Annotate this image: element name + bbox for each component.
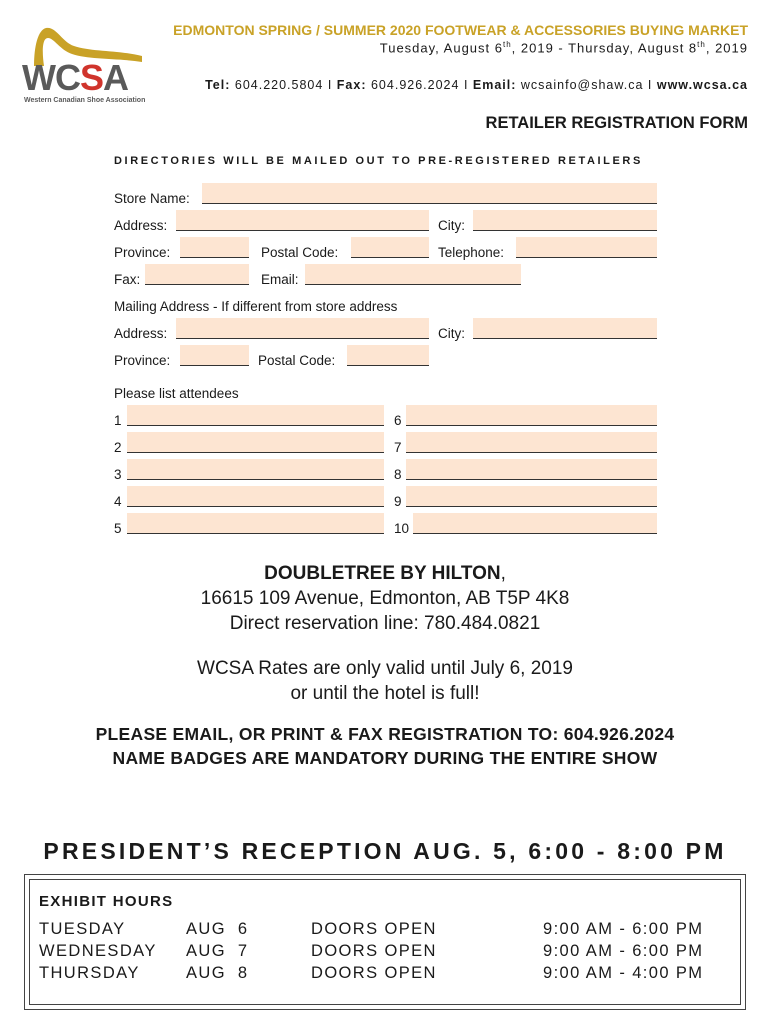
hours-day: THURSDAY xyxy=(39,964,140,982)
mailing-postal-code-field[interactable] xyxy=(347,345,429,366)
website-link[interactable]: www.wcsa.ca xyxy=(656,78,748,92)
logo-tagline: Western Canadian Shoe Association xyxy=(24,97,146,104)
attendee-number: 9 xyxy=(394,494,402,509)
mailing-postal-code-label: Postal Code: xyxy=(258,353,336,368)
email-field-label: Email: xyxy=(261,272,299,287)
mailing-province-label: Province: xyxy=(114,353,171,368)
form-title: RETAILER REGISTRATION FORM xyxy=(485,114,748,132)
attendee-number: 3 xyxy=(114,467,122,482)
city-label: City: xyxy=(438,218,465,233)
email-field[interactable] xyxy=(305,264,521,285)
logo-wordmark-s: S xyxy=(79,57,103,98)
mailing-address-field[interactable] xyxy=(176,318,429,339)
hours-date: AUG 7 xyxy=(186,942,249,960)
hours-time: 9:00 AM - 6:00 PM xyxy=(543,942,704,960)
city-field[interactable] xyxy=(473,210,657,231)
telephone-field[interactable] xyxy=(516,237,657,258)
rates-note: WCSA Rates are only valid until July 6, 2019 or until the hotel is full! xyxy=(197,658,573,704)
attendee-number: 10 xyxy=(394,521,410,536)
contact-line: Tel: 604.220.5804 I Fax: 604.926.2024 I Email: wcsainfo@shaw.ca I www.wcsa.ca xyxy=(205,78,748,92)
attendee-number: 7 xyxy=(394,440,402,455)
logo-wordmark-a: A xyxy=(103,57,128,98)
event-dates: Tuesday, August 6th, 2019 - Thursday, August 8th, 2019 xyxy=(379,40,748,56)
logo-wordmark-wc: WC xyxy=(22,57,80,98)
attendee-10-field[interactable] xyxy=(413,513,657,534)
attendee-number: 1 xyxy=(114,413,122,428)
fax-value: 604.926.2024 xyxy=(370,78,460,92)
attendee-2-field[interactable] xyxy=(127,432,384,453)
attendee-7-field[interactable] xyxy=(406,432,657,453)
mailing-city-label: City: xyxy=(438,326,465,341)
email-link[interactable]: wcsainfo@shaw.ca xyxy=(520,78,644,92)
attendee-1-field[interactable] xyxy=(127,405,384,426)
hours-time: 9:00 AM - 4:00 PM xyxy=(543,964,704,982)
attendee-6-field[interactable] xyxy=(406,405,657,426)
mailing-province-field[interactable] xyxy=(180,345,249,366)
attendee-number: 6 xyxy=(394,413,402,428)
telephone-label: Telephone: xyxy=(438,245,505,260)
attendee-number: 4 xyxy=(114,494,122,509)
tel-value: 604.220.5804 xyxy=(234,78,324,92)
fax-field[interactable] xyxy=(145,264,249,285)
hours-day: WEDNESDAY xyxy=(39,942,157,960)
fax-label: Fax: xyxy=(336,78,367,92)
fax-field-label: Fax: xyxy=(114,272,141,287)
mailing-address-label: Address: xyxy=(114,326,168,341)
hours-day: TUESDAY xyxy=(39,920,126,938)
store-name-field[interactable] xyxy=(202,183,657,204)
hours-date: AUG 8 xyxy=(186,964,249,982)
directories-notice: DIRECTORIES WILL BE MAILED OUT TO PRE-REGISTERED RETAILERS xyxy=(114,155,643,167)
hours-time: 9:00 AM - 6:00 PM xyxy=(543,920,704,938)
tel-label: Tel: xyxy=(205,78,231,92)
hotel-name: DOUBLETREE BY HILTON xyxy=(264,563,501,584)
hours-status: DOORS OPEN xyxy=(311,920,437,938)
attendees-heading: Please list attendees xyxy=(114,386,239,401)
attendee-4-field[interactable] xyxy=(127,486,384,507)
address-field[interactable] xyxy=(176,210,429,231)
attendee-8-field[interactable] xyxy=(406,459,657,480)
province-field[interactable] xyxy=(180,237,249,258)
postal-code-label: Postal Code: xyxy=(261,245,339,260)
postal-code-field[interactable] xyxy=(351,237,429,258)
event-title: EDMONTON SPRING / SUMMER 2020 FOOTWEAR & ACCESSORIES BUYING MARKET xyxy=(173,22,748,38)
attendee-3-field[interactable] xyxy=(127,459,384,480)
address-label: Address: xyxy=(114,218,168,233)
store-name-label: Store Name: xyxy=(114,191,190,206)
email-label: Email: xyxy=(472,78,517,92)
mailing-city-field[interactable] xyxy=(473,318,657,339)
province-label: Province: xyxy=(114,245,171,260)
hours-date: AUG 6 xyxy=(186,920,249,938)
hours-status: DOORS OPEN xyxy=(311,964,437,982)
hotel-address: 16615 109 Avenue, Edmonton, AB T5P 4K8 xyxy=(200,588,570,609)
venue-block: DOUBLETREE BY HILTON, 16615 109 Avenue, Edmonton, AB T5P 4K8 Direct reservation line: 780.484.0821 xyxy=(0,561,770,636)
attendee-number: 2 xyxy=(114,440,122,455)
presidents-reception: PRESIDENT’S RECEPTION AUG. 5, 6:00 - 8:00 PM xyxy=(43,838,727,864)
hours-status: DOORS OPEN xyxy=(311,942,437,960)
attendee-number: 5 xyxy=(114,521,122,536)
exhibit-hours-title: EXHIBIT HOURS xyxy=(39,893,174,910)
exhibit-hours-box xyxy=(24,874,746,1010)
registration-instructions: PLEASE EMAIL, OR PRINT & FAX REGISTRATION TO: 604.926.2024 NAME BADGES ARE MANDATORY DURING THE ENTIRE SHOW xyxy=(95,724,675,768)
attendee-number: 8 xyxy=(394,467,402,482)
mailing-heading: Mailing Address - If different from store address xyxy=(114,299,398,314)
attendee-5-field[interactable] xyxy=(127,513,384,534)
wcsa-logo xyxy=(22,20,150,108)
attendee-9-field[interactable] xyxy=(406,486,657,507)
reservation-line: Direct reservation line: 780.484.0821 xyxy=(229,613,541,634)
